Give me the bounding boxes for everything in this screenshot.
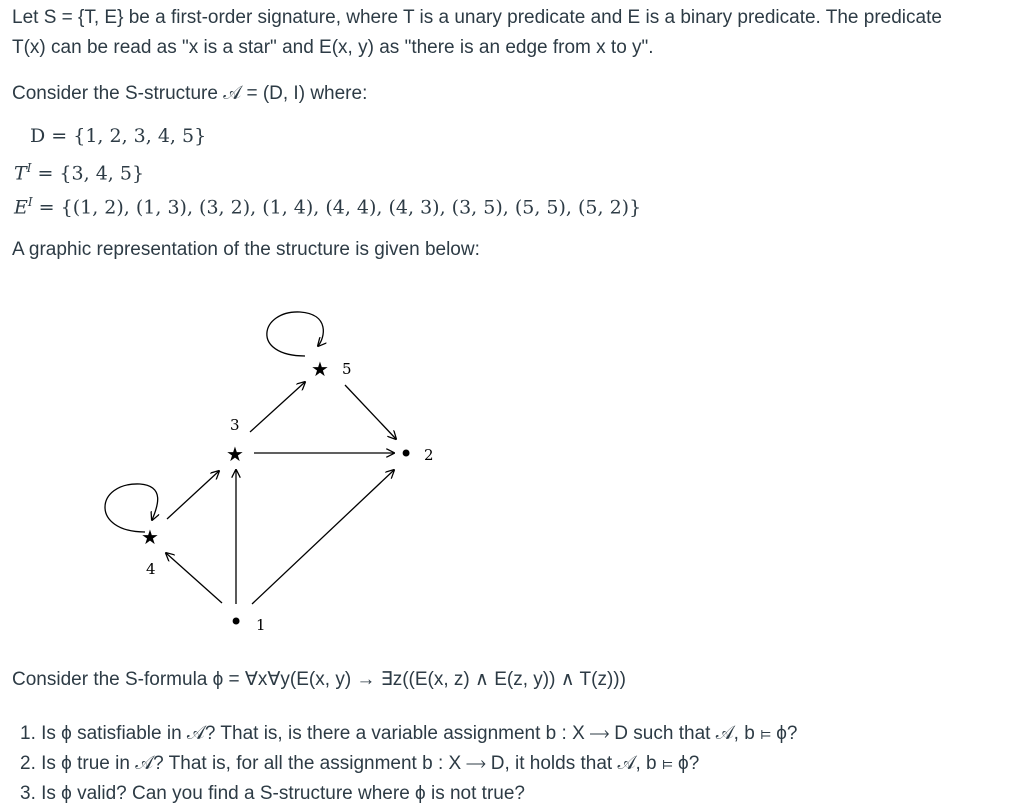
edge-3-5 [250,382,305,432]
node-4-label: 4 [146,560,156,578]
node-1-label: 1 [256,616,266,634]
node-5-label: 5 [342,360,352,378]
formula-line: Consider the S-formula ϕ = ∀x∀y(E(x, y) → ∃z((E(x, z) ∧ E(z, y)) ∧ T(z))) [12,669,626,690]
star-interpretation: $T^I = \{3$, 4, 5} [14,161,145,185]
domain-definition: D = {1, 2, 3, 4, 5} [30,125,207,147]
edge-5-5 [267,312,323,356]
question-3: 3. Is ϕ valid? Can you find a S-structure where ϕ is not true? [20,783,525,804]
intro-line-1: Let S = {T, E} be a first-order signature, where T is a unary predicate and E is a binary predicate. The predicate [12,7,942,28]
node-3-symbol: ★ [226,442,244,466]
node-1-symbol: • [229,608,244,636]
question-1: 1. Is ϕ satisfiable in 𝒜? That is, is there a variable assignment b : X ⟶ D such that 𝒜, b ⊨ ϕ? [20,723,798,744]
edge-5-2 [345,385,396,439]
graph-intro: A graphic representation of the structure is given below: [12,239,480,260]
edge-1-2 [252,470,394,604]
edge-interpretation: $E^I = \{(1$, 2), (1, 3), (3, 2), (1, 4), (4, 4), (4, 3), (3, 5), (5, 5), (5, 2)} [14,195,642,219]
node-4-symbol: ★ [141,525,159,549]
node-2-symbol: • [399,440,414,468]
node-5-symbol: ★ [311,357,329,381]
node-3-label: 3 [230,416,240,434]
edge-1-4 [166,553,222,603]
edge-4-3 [167,471,219,519]
structure-graph [0,300,1024,660]
structure-line: Consider the S-structure 𝒜 = (D, I) where: [12,83,368,104]
question-2: 2. Is ϕ true in 𝒜? That is, for all the assignment b : X ⟶ D, it holds that 𝒜, b ⊨ ϕ? [20,753,700,774]
node-2-label: 2 [424,446,434,464]
intro-line-2: T(x) can be read as "x is a star" and E(x, y) as "there is an edge from x to y". [12,37,654,58]
